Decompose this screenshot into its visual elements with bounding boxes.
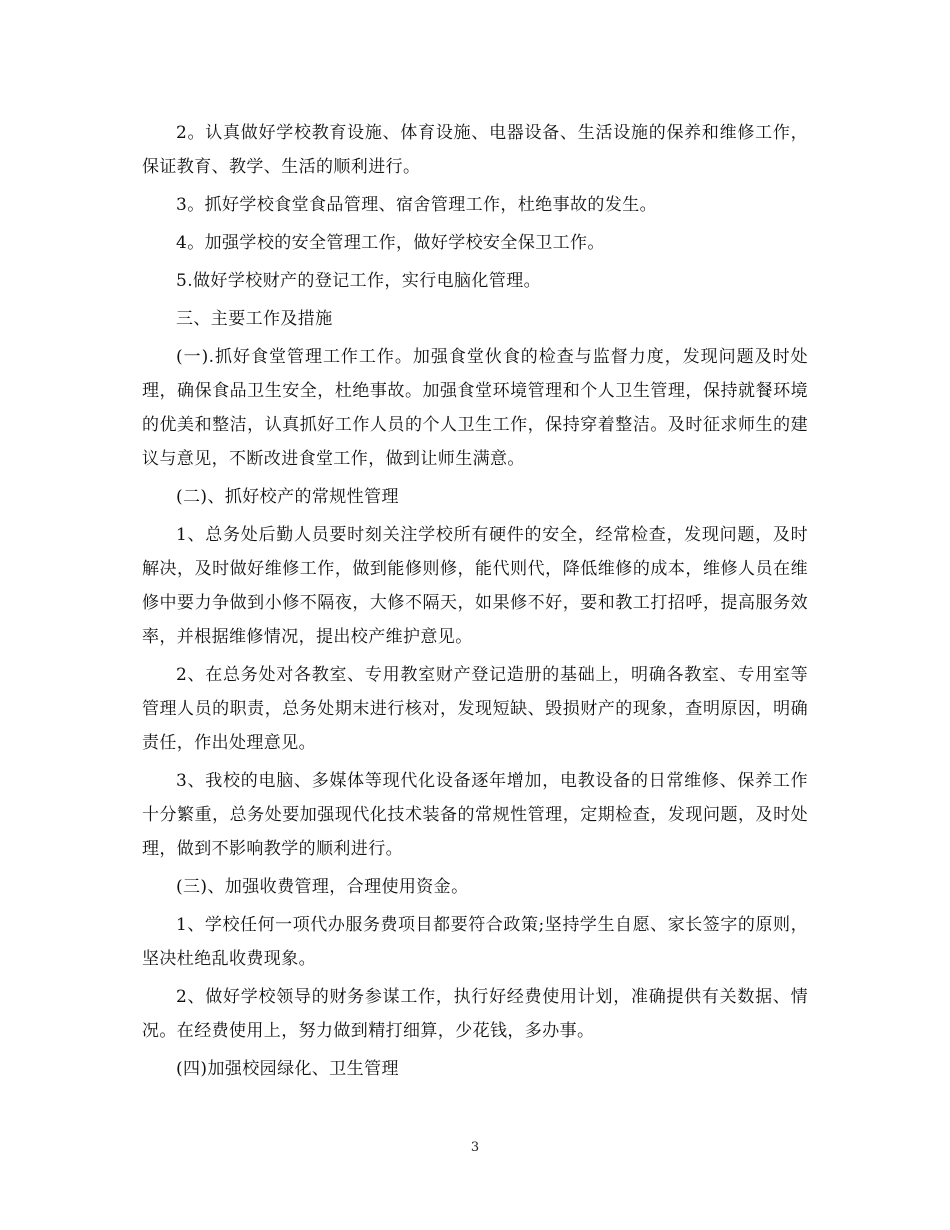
paragraph-property-1: 1、总务处后勤人员要时刻关注学校所有硬件的安全，经常检查，发现问题，及时解决，及时做好维修工作，做到能修则修，能代则代，降低维修的成本，维修人员在维修中要力争做到小修不隔夜，大修不隔天，如果修不好，要和教工打招呼，提高服务效率，并根据维修情况，提出校产维护意见。 [142, 525, 808, 647]
subheading-greening-hygiene: (四)加强校园绿化、卫生管理 [176, 1059, 399, 1079]
paragraph-item-2: 2。认真做好学校教育设施、体育设施、电器设备、生活设施的保养和维修工作，保证教育、教学、生活的顺利进行。 [142, 123, 808, 177]
page-number: 3 [470, 1140, 480, 1155]
subheading-school-property: (二)、抓好校产的常规性管理 [176, 487, 399, 507]
paragraph-item-5: 5.做好学校财产的登记工作，实行电脑化管理。 [176, 271, 542, 291]
paragraph-canteen-management: (一).抓好食堂管理工作工作。加强食堂伙食的检查与监督力度，发现问题及时处理，确保食品卫生安全，杜绝事故。加强食堂环境管理和个人卫生管理，保持就餐环境的优美和整洁，认真抓好工作人员的个人卫生工作，保持穿着整洁。及时征求师生的建议与意见，不断改进食堂工作，做到让师生满意。 [142, 347, 808, 469]
page-body [142, 116, 808, 1090]
section-heading-main-work: 三、主要工作及措施 [176, 309, 333, 329]
paragraph-fee-1: 1、学校任何一项代办服务费项目都要符合政策;坚持学生自愿、家长签字的原则，坚决杜绝乱收费现象。 [142, 915, 808, 969]
paragraph-item-3: 3。抓好学校食堂食品管理、宿舍管理工作，杜绝事故的发生。 [176, 195, 658, 215]
paragraph-fee-2: 2、做好学校领导的财务参谋工作，执行好经费使用计划，准确提供有关数据、情况。在经费使用上，努力做到精打细算，少花钱，多办事。 [142, 987, 808, 1041]
subheading-fee-management: (三)、加强收费管理，合理使用资金。 [176, 877, 469, 897]
paragraph-item-4: 4。加强学校的安全管理工作，做好学校安全保卫工作。 [176, 233, 605, 253]
paragraph-property-3: 3、我校的电脑、多媒体等现代化设备逐年增加，电教设备的日常维修、保养工作十分繁重，总务处要加强现代化技术装备的常规性管理，定期检查，发现问题，及时处理，做到不影响教学的顺利进行。 [142, 771, 808, 859]
paragraph-property-2: 2、在总务处对各教室、专用教室财产登记造册的基础上，明确各教室、专用室等管理人员的职责，总务处期末进行核对，发现短缺、毁损财产的现象，查明原因，明确责任，作出处理意见。 [142, 665, 808, 753]
